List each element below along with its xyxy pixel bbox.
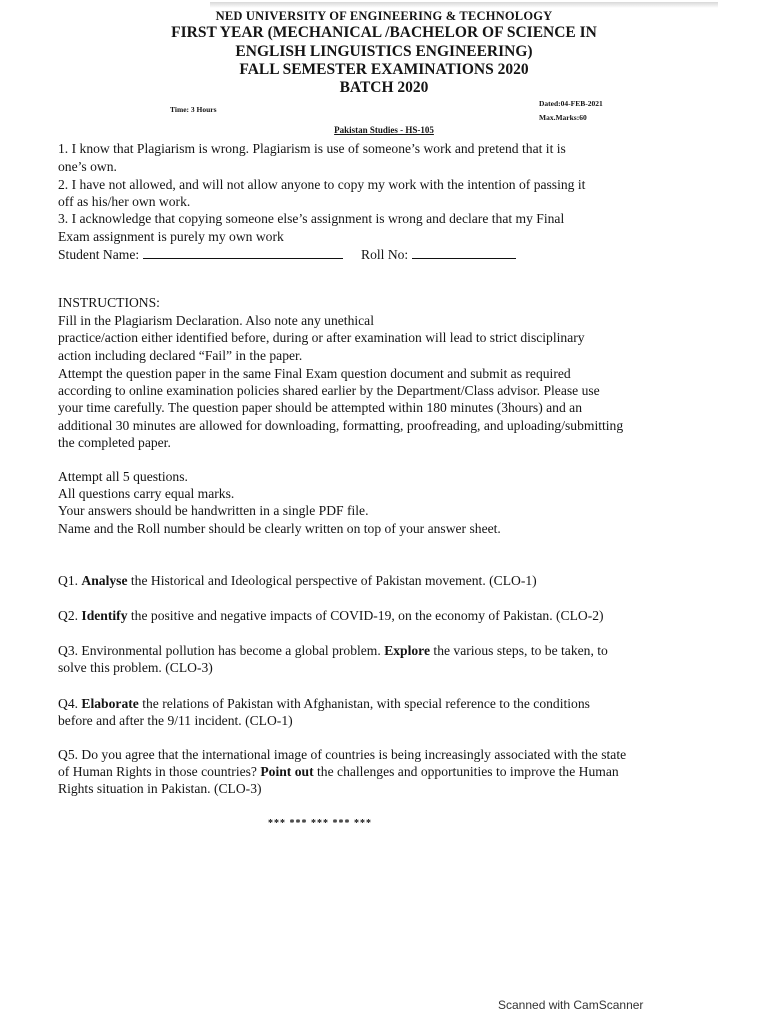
question-keyword: Analyse — [81, 573, 128, 588]
rule-line: Attempt all 5 questions. — [58, 469, 188, 484]
declaration-line: 3. I acknowledge that copying someone else’s assignment is wrong and declare that my Final — [58, 211, 565, 226]
declaration-line: Exam assignment is purely my own work — [58, 229, 284, 244]
roll-no-row — [361, 247, 516, 262]
question-text: Rights situation in Pakistan. (CLO-3) — [58, 781, 262, 796]
question-4 — [58, 695, 590, 729]
rule-line: Name and the Roll number should be clearly written on top of your answer sheet. — [58, 521, 501, 536]
student-name-blank[interactable] — [143, 247, 343, 259]
student-name-label: Student Name: — [58, 247, 140, 262]
instruction-line: your time carefully. The question paper should be attempted within 180 minutes (3hours) and an — [58, 400, 582, 415]
question-text: before and after the 9/11 incident. (CLO-1) — [58, 713, 293, 728]
question-2 — [58, 607, 604, 624]
question-text: Q5. Do you agree that the international image of countries is being increasingly associated with the state — [58, 747, 627, 762]
question-keyword: Explore — [384, 643, 431, 658]
scanner-watermark: Scanned with CamScanner — [498, 998, 644, 1012]
time-allowed: Time: 3 Hours — [170, 105, 217, 114]
question-keyword: Identify — [81, 608, 128, 623]
instruction-line: Attempt the question paper in the same Final Exam question document and submit as required — [58, 366, 571, 381]
instruction-line: according to online examination policies shared earlier by the Department/Class advisor. Please use — [58, 383, 600, 398]
exam-title-line-1: FIRST YEAR (MECHANICAL /BACHELOR OF SCIENCE IN — [171, 24, 597, 41]
instructions-heading: INSTRUCTIONS: — [58, 295, 160, 310]
student-name-row — [58, 247, 343, 262]
university-name: NED UNIVERSITY OF ENGINEERING & TECHNOLOGY — [215, 9, 553, 23]
declaration-line: 2. I have not allowed, and will not allow anyone to copy my work with the intention of passing it — [58, 177, 586, 192]
question-number: Q4. — [58, 696, 82, 711]
exam-title-line-2: ENGLISH LINGUISTICS ENGINEERING) — [235, 43, 533, 60]
question-text: the positive and negative impacts of COVID-19, on the economy of Pakistan. (CLO-2) — [127, 608, 604, 623]
rule-line: All questions carry equal marks. — [58, 486, 235, 501]
question-keyword: Elaborate — [81, 696, 139, 711]
question-number: Q1. — [58, 573, 82, 588]
question-text: the Historical and Ideological perspective of Pakistan movement. (CLO-1) — [127, 573, 537, 588]
question-3 — [58, 642, 608, 676]
exam-title-line-3: FALL SEMESTER EXAMINATIONS 2020 — [239, 61, 529, 78]
instruction-line: action including declared “Fail” in the paper. — [58, 348, 303, 363]
course-title: Pakistan Studies - HS-105 — [334, 125, 434, 135]
roll-no-label: Roll No: — [361, 247, 409, 262]
instruction-line: Fill in the Plagiarism Declaration. Also note any unethical — [58, 313, 374, 328]
declaration-line: one’s own. — [58, 159, 117, 174]
question-text: the challenges and opportunities to improve the Human — [313, 764, 619, 779]
declaration-line: off as his/her own work. — [58, 194, 191, 209]
question-text: of Human Rights in those countries? — [58, 764, 261, 779]
question-1 — [58, 572, 537, 589]
scan-top-shadow — [210, 2, 718, 8]
question-text: solve this problem. (CLO-3) — [58, 660, 213, 675]
instruction-line: the completed paper. — [58, 435, 171, 450]
batch-title: BATCH 2020 — [339, 79, 429, 96]
question-text: the various steps, to be taken, to — [430, 643, 608, 658]
question-5 — [58, 746, 626, 797]
declaration-line: 1. I know that Plagiarism is wrong. Plagiarism is use of someone’s work and pretend that it is — [58, 141, 566, 156]
max-marks: Max.Marks:60 — [539, 113, 587, 122]
instruction-line: practice/action either identified before, during or after examination will lead to strict disciplinary — [58, 330, 585, 345]
roll-no-blank[interactable] — [412, 247, 516, 259]
exam-date: Dated:04-FEB-2021 — [539, 99, 603, 108]
question-number: Q2. — [58, 608, 82, 623]
question-keyword: Point out — [260, 764, 314, 779]
end-marker: *** *** *** *** *** — [268, 818, 372, 829]
instruction-line: additional 30 minutes are allowed for downloading, formatting, proofreading, and uploading/submitting — [58, 418, 624, 433]
question-text: Q3. Environmental pollution has become a global problem. — [58, 643, 385, 658]
question-text: the relations of Pakistan with Afghanistan, with special reference to the conditions — [138, 696, 590, 711]
rule-line: Your answers should be handwritten in a single PDF file. — [58, 503, 369, 518]
